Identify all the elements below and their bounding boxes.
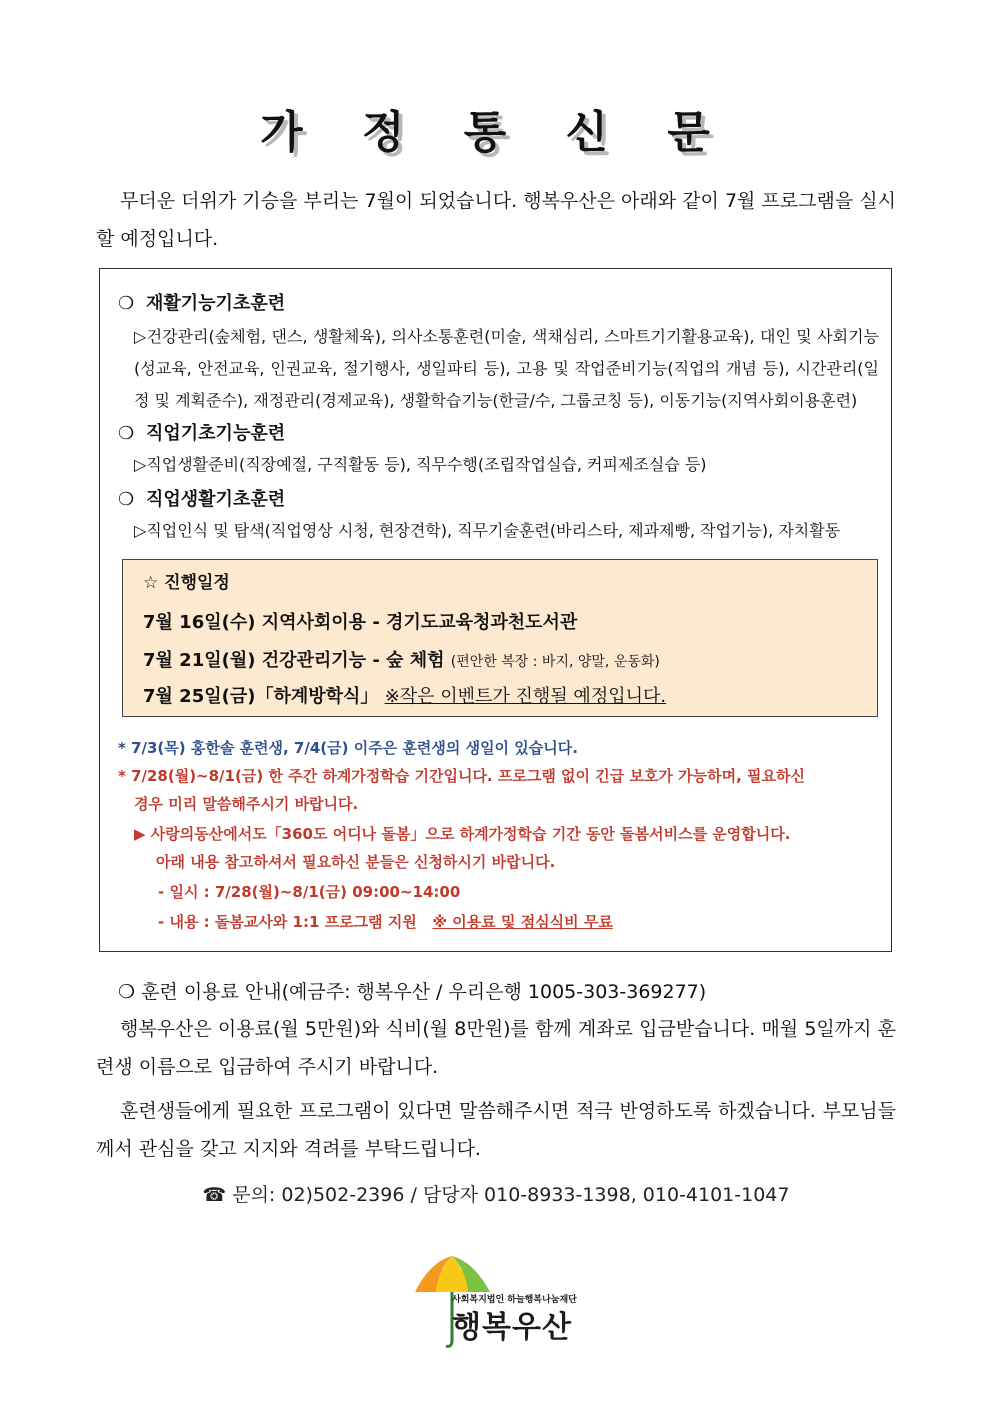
program-box <box>99 268 892 952</box>
care-content: - 내용 : 돌봄교사와 1:1 프로그램 지원 ※ 이용료 및 점심식비 무료 <box>158 913 613 931</box>
vacation-note: 경우 미리 말씀해주시기 바랍니다. <box>134 795 359 813</box>
section-body: ▷건강관리(숲체험, 댄스, 생활체육), 의사소통훈련(미술, 색채심리, 스마트기기활용교육), 대인 및 사회기능(성교육, 안전교육, 인권교육, 절기행사, 생일파티 등), 고용 및 작업준비기능(직업의 개념 등), 시간관리(일정 및 계획준수), 재정관리(경제교육), 생활학습기능(한글/수, 그룹코칭 등), 이동기능(지역사회이용훈련) <box>134 327 879 410</box>
vacation-note: * 7/28(월)~8/1(금) 한 주간 하계가정학습 기간입니다. 프로그램 없이 긴급 보호가 가능하며, 필요하신 <box>118 767 805 785</box>
contact-info: ☎ 문의: 02)502-2396 / 담당자 010-8933-1398, 010-4101-1047 <box>202 1184 790 1206</box>
care-note: 아래 내용 참고하셔서 필요하신 분들은 신청하시기 바랍니다. <box>156 853 556 871</box>
circle-bullet-icon: ❍ <box>118 423 135 444</box>
fee-body: 행복우산은 이용료(월 5만원)와 식비(월 8만원)를 함께 계좌로 입금받습니다. 매월 5일까지 훈련생 이름으로 입금하여 주시기 바랍니다. <box>96 1018 896 1078</box>
section-body: ▷직업인식 및 탐색(직업영상 시청, 현장견학), 직무기술훈련(바리스타, 제과제빵, 작업기능), 자치활동 <box>134 521 841 540</box>
section-body: ▷직업생활준비(직장예절, 구직활동 등), 직무수행(조립작업실습, 커피제조실습 등) <box>134 455 707 474</box>
fee-heading: ❍ 훈련 이용료 안내(예금주: 행복우산 / 우리은행 1005-303-369277) <box>118 981 707 1003</box>
care-note: ▶ 사랑의동산에서도「360도 어디나 돌봄」으로 하계가정학습 기간 동안 돌봄서비스를 운영합니다. <box>134 825 791 843</box>
circle-bullet-icon: ❍ <box>118 293 135 314</box>
schedule-row: 7월 25일(금)「하계방학식」 ※작은 이벤트가 진행될 예정입니다. <box>143 686 667 707</box>
birthday-note: * 7/3(목) 홍한솔 훈련생, 7/4(금) 이주은 훈련생의 생일이 있습니다. <box>118 739 578 757</box>
logo-name: 행복우산 <box>452 1310 572 1345</box>
care-date: - 일시 : 7/28(월)~8/1(금) 09:00~14:00 <box>158 883 461 901</box>
section-heading: ❍ 직업생활기초훈련 <box>118 489 286 510</box>
logo-subtitle: 사회복지법인 하늘행복나눔재단 <box>452 1295 577 1305</box>
intro-paragraph: 무더운 더위가 기승을 부리는 7월이 되었습니다. 행복우산은 아래와 같이 7월 프로그램을 실시 할 예정입니다. <box>96 190 896 250</box>
schedule-box <box>122 559 878 717</box>
section-heading: ❍ 재활기능기초훈련 <box>118 293 286 314</box>
schedule-row: 7월 21일(월) 건강관리기능 - 숲 체험 (편안한 복장 : 바지, 양말, 운동화) <box>143 650 660 671</box>
schedule-heading: ☆ 진행일정 <box>143 573 230 593</box>
section-heading: ❍ 직업기초기능훈련 <box>118 423 286 444</box>
schedule-row: 7월 16일(수) 지역사회이용 - 경기도교육청과천도서관 <box>143 612 578 633</box>
circle-bullet-icon: ❍ <box>118 489 135 510</box>
page-title: 가 정 통 신 문 <box>260 107 732 158</box>
closing-paragraph: 훈련생들에게 필요한 프로그램이 있다면 말씀해주시면 적극 반영하도록 하겠습니다. 부모님들께서 관심을 갖고 지지와 격려를 부탁드립니다. <box>96 1100 896 1160</box>
